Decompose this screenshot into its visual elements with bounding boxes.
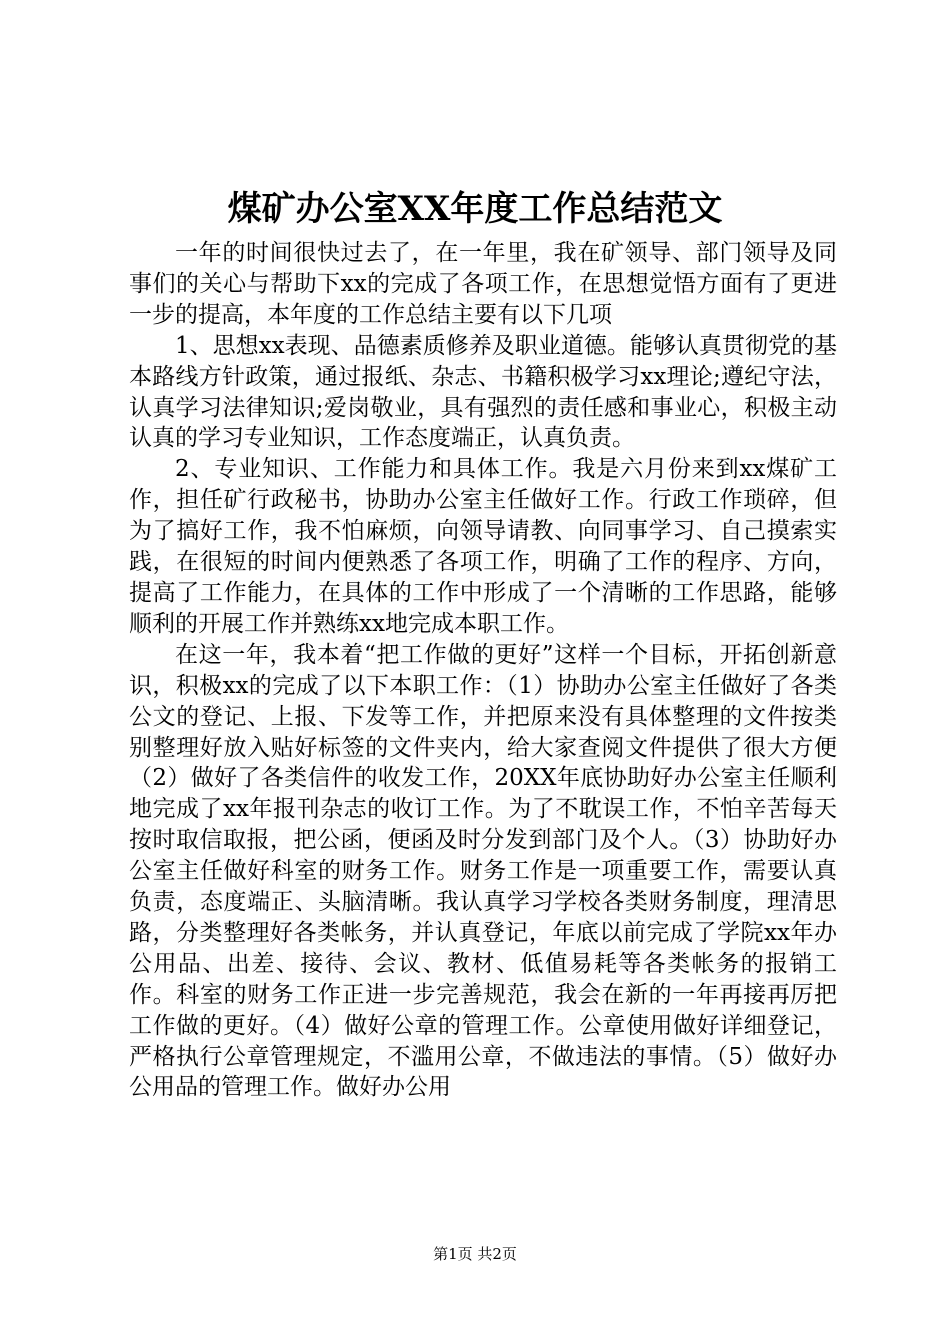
document-body bbox=[129, 238, 837, 1103]
document-title: 煤矿办公室XX年度工作总结范文 bbox=[227, 189, 723, 229]
page-footer: 第1页 共2页 bbox=[433, 1245, 517, 1263]
paragraph-duties: 在这一年，我本着“把工作做的更好”这样一个目标，开拓创新意识，积极xx的完成了以下本职工作：（1）协助办公室主任做好了各类公文的登记、上报、下发等工作，并把原来没有具体整理的文件按类别整理好放入贴好标签的文件夹内，给大家查阅文件提供了很大方便（2）做好了各类信件的收发工作，20XX年底协助好办公室主任顺利地完成了xx年报刊杂志的收订工作。为了不耽误工作，不怕辛苦每天按时取信取报，把公函，便函及时分发到部门及个人。（3）协助好办公室主任做好科室的财务工作。财务工作是一项重要工作，需要认真负责，态度端正、头脑清晰。我认真学习学校各类财务制度，理清思路，分类整理好各类帐务，并认真登记，年底以前完成了学院xx年办公用品、出差、接待、会议、教材、低值易耗等各类帐务的报销工作。科室的财务工作正进一步完善规范，我会在新的一年再接再厉把工作做的更好。（4）做好公章的管理工作。公章使用做好详细登记，严格执行公章管理规定，不滥用公章，不做违法的事情。（5）做好办公用品的管理工作。做好办公用 bbox=[129, 641, 837, 1101]
paragraph-intro: 一年的时间很快过去了，在一年里，我在矿领导、部门领导及同事们的关心与帮助下xx的完成了各项工作，在思想觉悟方面有了更进一步的提高，本年度的工作总结主要有以下几项 bbox=[129, 240, 837, 328]
paragraph-section-1: 1、思想xx表现、品德素质修养及职业道德。能够认真贯彻党的基本路线方针政策，通过报纸、杂志、书籍积极学习xx理论;遵纪守法，认真学习法律知识;爱岗敬业，具有强烈的责任感和事业心，积极主动认真的学习专业知识，工作态度端正，认真负责。 bbox=[129, 332, 837, 452]
paragraph-section-2: 2、专业知识、工作能力和具体工作。我是六月份来到xx煤矿工作，担任矿行政秘书，协助办公室主任做好工作。行政工作琐碎，但为了搞好工作，我不怕麻烦，向领导请教、向同事学习、自己摸索实践，在很短的时间内便熟悉了各项工作，明确了工作的程序、方向，提高了工作能力，在具体的工作中形成了一个清晰的工作思路，能够顺利的开展工作并熟练xx地完成本职工作。 bbox=[129, 456, 837, 637]
